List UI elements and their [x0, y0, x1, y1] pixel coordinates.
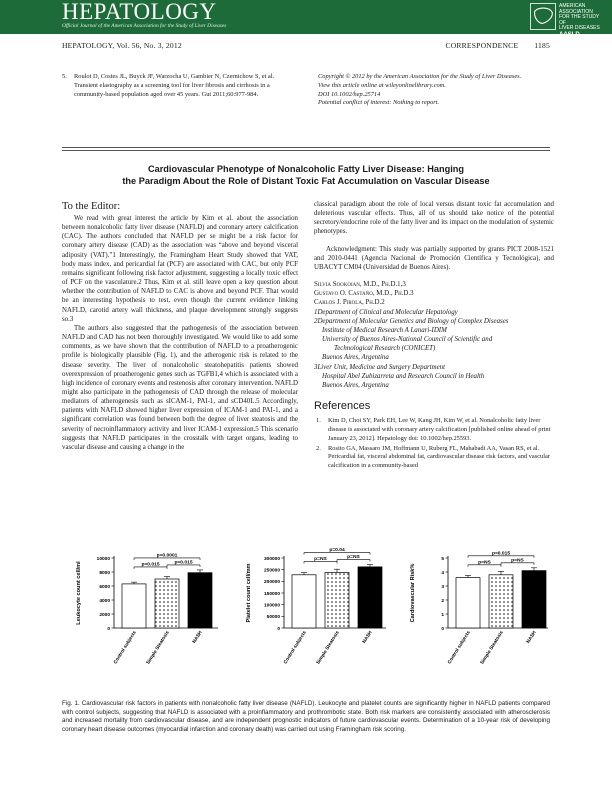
body-paragraph: The authors also suggested that the pathogenesis of the association between NAFLD and CAD has not been thoroughly investigated. We would like to add some comments, as we have shown that the contribution of NAFLD to a proatherogenic profile is biologically plausible (Fig. 1), and the atherogenic risk is related to the disease severity. The liver of nonalcoholic steatohepatitis patients showed overexpression of proatherogenic genes such as TGFB1,4 which is associated with a high incidence of coronary events and restenosis after coronary intervention. NAFLD might also participate in the pathogenesis of CAD through the release of molecular mediators of atherogenesis such as sICAM-1, PAI-1, and sCD40L.5 Accordingly, patients with NAFLD showed higher liver expression of ICAM-1 and PAI-1, and a significant correlation was found between both the degree of liver steatosis and the severity of necroinflammatory activity and liver ICAM-1 expression.5 This scenario suggests that NAFLD participates in the crosstalk with target organs, leading to vascular disease and causing a change in the [62, 324, 300, 451]
x-category-label: NASH [192, 630, 204, 645]
y-tick-label: 300000 [263, 556, 280, 562]
y-tick-label: 200000 [263, 580, 280, 586]
y-tick-label: 100000 [263, 603, 280, 609]
bar-control-subjects [122, 584, 146, 628]
x-category-label: Control subjects [447, 630, 472, 666]
y-tick-label: 0 [277, 626, 280, 632]
copyright-notice: Copyright © 2012 by the American Association for the Study of Liver Diseases. View this article online at wileyonlinelibrary.com. DOI 10.1002/hep.25714 Potential conflict of interest: Nothing to report. [318, 73, 522, 107]
previous-letter-reference: 5. Roulot D, Costes JL, Buyck JF, Warzocha U, Gambier N, Czernichow S, et al. Transient elastography as a screening tool for liver fibrosis and cirrhosis in a community-based population aged over 45 years. Gut 2011;60:977-984. [62, 73, 276, 98]
x-category-label: NASH [362, 630, 374, 645]
y-axis-label: Leukocyte count cell/ml [76, 561, 82, 625]
x-category-label: Simple Steatosis [480, 630, 505, 666]
y-axis-label: Platelet count cell/mm [246, 563, 252, 623]
p-value-annotation: p=0.015 [491, 551, 511, 557]
bar-nash [188, 573, 212, 628]
p-value-annotation: p=NS [347, 555, 360, 561]
bar-control-subjects [292, 575, 316, 628]
y-tick-label: 5 [441, 556, 444, 562]
reference-item: 1. Kim D, Choi SY, Park EH, Lee W, Kang JH, Kim W, et al. Nonalcoholic fatty liver disease is associated with coronary artery calcification [published online ahead of print January 23, 2012]. Hepatology doi: 10.1002/hep.25593. [316, 417, 552, 442]
y-tick-label: 8000 [99, 570, 110, 576]
article-title: Cardiovascular Phenotype of Nonalcoholic Fatty Liver Disease: Hanging the Paradigm About the Role of Distant Toxic Fat Accumulation on Vascular Disease [122, 164, 490, 186]
bar-simple-steatosis [155, 579, 179, 628]
body-paragraph: We read with great interest the article by Kim et al. about the association between nonalcoholic fatty liver disease (NAFLD) and coronary artery calcification (CAC). The authors concluded that NAFLD per se might be a risk factor for coronary artery disease (CAD) as the association was “above and beyond visceral adiposity (VAT).”1 Interestingly, the Framingham Heart Study showed that VAT, body mass index, and pericardial fat (PCF) are associated with CAC, but only PCF remains significant following risk factor adjustment, suggesting a locally toxic effect of PCF on the vasculature.2 Thus, Kim et al. still leave open a key question about whether the contribution of NAFLD to CAC is above and beyond PCF. That would be an interesting hypothesis to test, even though the current evidence linking NAFLD, carotid artery wall thickness, and plaque development strongly suggests so.3 [62, 215, 300, 323]
journal-masthead [0, 0, 612, 38]
running-head-section: CORRESPONDENCE 1185 [445, 41, 550, 50]
y-tick-label: 250000 [263, 568, 280, 574]
aasld-logo [530, 3, 556, 30]
figure-caption: Fig. 1. Cardiovascular risk factors in patients with nonalcoholic fatty liver disease (NAFLD). Leukocyte and platelet counts are significantly higher in NAFLD patients compared with control subjects, suggesting that NAFLD is associated with a proinflammatory and prothrombotic state. Both risk markers are consistently associated with atherosclerosis and increased mortality from cardiovascular disease, and are independent prognostic indicators of future cardiovascular events. Determination of a 10-year risk of developing coronary heart disease outcomes (myocardial infarction and coronary death) was carried out using Framingham risk scoring. [62, 700, 552, 733]
y-axis-label: Cardiovascular Risk% [410, 563, 416, 623]
author-name: Carlos J. Pirola, Ph.D.2 [314, 299, 385, 307]
figure-charts [62, 548, 550, 686]
p-value-annotation: p=NS [478, 560, 491, 566]
author-list [314, 280, 554, 307]
running-head-citation: HEPATOLOGY, Vol. 56, No. 3, 2012 [62, 41, 182, 50]
y-tick-label: 50000 [266, 615, 280, 621]
affiliations: 1Department of Clinical and Molecular Hepatology 2Department of Molecular Genetics and Biology of Complex Diseases Institute of Medical Research A Lanari-IDIM University of Buenos Aires-National Council of Scientific and Technological Research (CONICET) Buenos Aires, Argentina 3Liver Unit, Medicine and Surgery Department Hospital Abel Zubizarreta and Research Council in Health Buenos Aires, Argentina [314, 308, 509, 389]
society-name: AMERICAN ASSOCIATION FOR THE STUDY OF LIVER DISEASES AASLD [559, 3, 601, 38]
p-value-annotation: p=NS [511, 558, 524, 564]
y-tick-label: 0 [107, 626, 110, 632]
p-value-annotation: p=0.0001 [156, 553, 178, 559]
x-category-label: NASH [526, 630, 538, 645]
acknowledgment: Acknowledgment: This study was partially supported by grants PICT 2008-1521 and 2010-0441 (Agencia Nacional de Promoción Científica y Tecnológica), and UBACYT CM04 (Universidad de Buenos Aires). [314, 245, 556, 271]
x-category-label: Control subjects [113, 630, 138, 666]
x-category-label: Control subjects [283, 630, 308, 666]
y-tick-label: 1 [441, 612, 444, 618]
journal-title: HEPATOLOGY [62, 0, 217, 24]
y-tick-label: 0 [441, 626, 444, 632]
p-value-annotation: p=0.015 [141, 562, 160, 568]
page-number: 1185 [534, 41, 550, 50]
y-tick-label: 4 [441, 570, 444, 576]
bar-nash [522, 571, 546, 628]
body-column-right [314, 200, 554, 472]
references-heading: References [314, 399, 371, 412]
figure-1 [62, 548, 550, 686]
body-column-left [62, 200, 298, 452]
p-value-annotation: p=0.015 [174, 560, 193, 566]
reference-item: 2. Rosito GA, Massaro JM, Hoffmann U, Ruberg FL, Mahabadi AA, Vasan RS, et al. Pericardial fat, visceral abdominal fat, cardiovascular disease risk factors, and vascular calcification in a community-based [316, 444, 552, 470]
p-value-annotation: p=0.04 [329, 548, 345, 554]
x-category-label: Simple Steatosis [146, 630, 171, 666]
y-tick-label: 3 [441, 584, 444, 590]
section-divider [62, 147, 550, 148]
bar-simple-steatosis [325, 572, 349, 628]
body-paragraph: classical paradigm about the role of local versus distant toxic fat accumulation and deleterious vascular effects. Thus, all of us should take notice of the potential secretory/endocrine role of the fatty liver and its impact on the modulation of systemic phenotypes. [314, 201, 556, 236]
liver-emblem-icon [531, 4, 555, 29]
y-tick-label: 10000 [96, 556, 110, 562]
y-tick-label: 150000 [263, 591, 280, 597]
y-tick-label: 6000 [99, 584, 110, 590]
bar-simple-steatosis [489, 575, 513, 628]
salutation: To the Editor: [62, 201, 121, 212]
y-tick-label: 4000 [99, 598, 110, 604]
author-name: Silvia Sookoian, M.D., Ph.D.1,3 [314, 281, 406, 289]
bar-control-subjects [456, 578, 480, 628]
p-value-annotation: p=NS [314, 557, 327, 563]
x-category-label: Simple Steatosis [316, 630, 341, 666]
y-tick-label: 2 [441, 598, 444, 604]
section-divider [62, 150, 550, 151]
bar-nash [358, 567, 382, 628]
author-name: Gustavo O. Castaño, M.D., Ph.D.3 [314, 290, 414, 298]
y-tick-label: 2000 [99, 612, 110, 618]
journal-tagline: Official Journal of the American Association for the Study of Liver Diseases [62, 23, 227, 29]
